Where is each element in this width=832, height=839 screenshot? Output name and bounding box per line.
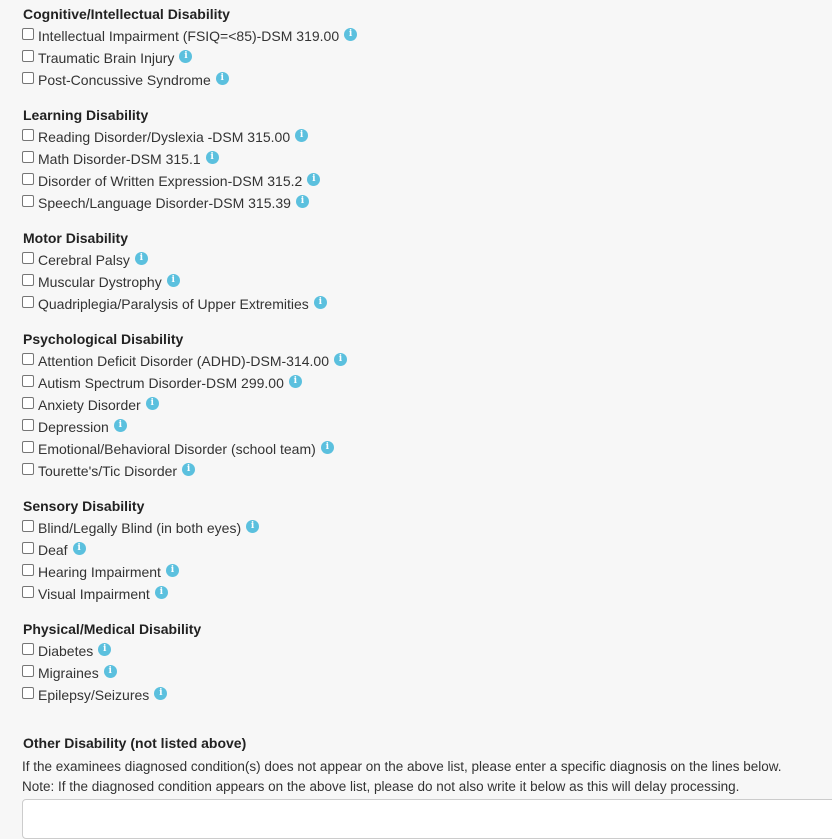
info-circle-icon[interactable]: i [295, 129, 308, 142]
checkbox-option[interactable] [22, 126, 320, 148]
option-label: Diabetes [38, 643, 94, 659]
checkbox-option[interactable] [22, 293, 327, 315]
info-circle-icon[interactable]: i [135, 252, 148, 265]
checkbox-option[interactable] [22, 684, 201, 706]
checkbox-option[interactable] [22, 539, 259, 561]
section-title: Cognitive/Intellectual Disability [23, 6, 230, 22]
info-circle-icon[interactable]: i [321, 441, 334, 454]
checkbox[interactable] [22, 252, 34, 264]
option-label: Epilepsy/Seizures [38, 687, 150, 703]
checkbox-option[interactable] [22, 148, 320, 170]
info-circle-icon[interactable]: i [167, 274, 180, 287]
info-circle-icon[interactable]: i [344, 28, 357, 41]
other-disability-instructions: If the examinees diagnosed condition(s) does not appear on the above list, please enter a specific diagnosis on the lines below. [22, 759, 782, 774]
info-circle-icon[interactable]: i [114, 419, 127, 432]
checkbox[interactable] [22, 353, 34, 365]
checkbox[interactable] [22, 28, 34, 40]
other-disability-section [22, 735, 832, 797]
checkbox-option[interactable] [22, 438, 347, 460]
section-title: Motor Disability [23, 230, 129, 246]
checkbox-option[interactable] [22, 350, 347, 372]
info-circle-icon[interactable]: i [246, 520, 259, 533]
checkbox[interactable] [22, 375, 34, 387]
option-label: Speech/Language Disorder-DSM 315.39 [38, 195, 291, 211]
checkbox-option[interactable] [22, 583, 259, 605]
checkbox[interactable] [22, 463, 34, 475]
section-physical-medical-disability [22, 619, 201, 706]
info-circle-icon[interactable]: i [166, 564, 179, 577]
option-label: Blind/Legally Blind (in both eyes) [38, 520, 242, 536]
checkbox[interactable] [22, 195, 34, 207]
option-label: Disorder of Written Expression-DSM 315.2 [38, 173, 303, 189]
checkbox[interactable] [22, 542, 34, 554]
info-circle-icon[interactable]: i [104, 665, 117, 678]
option-label: Post-Concussive Syndrome [38, 72, 211, 88]
checkbox[interactable] [22, 665, 34, 677]
option-label: Tourette's/Tic Disorder [38, 463, 178, 479]
section-learning-disability [22, 105, 320, 214]
info-circle-icon[interactable]: i [155, 586, 168, 599]
checkbox-option[interactable] [22, 640, 201, 662]
checkbox[interactable] [22, 564, 34, 576]
option-label: Muscular Dystrophy [38, 274, 162, 290]
checkbox-option[interactable] [22, 394, 347, 416]
info-circle-icon[interactable]: i [216, 72, 229, 85]
checkbox-option[interactable] [22, 460, 347, 482]
checkbox[interactable] [22, 151, 34, 163]
checkbox[interactable] [22, 72, 34, 84]
info-circle-icon[interactable]: i [154, 687, 167, 700]
option-label: Migraines [38, 665, 99, 681]
option-label: Traumatic Brain Injury [38, 50, 175, 66]
option-label: Reading Disorder/Dyslexia -DSM 315.00 [38, 129, 291, 145]
checkbox-option[interactable] [22, 561, 259, 583]
option-label: Anxiety Disorder [38, 397, 141, 413]
section-title: Psychological Disability [23, 331, 184, 347]
option-label: Deaf [38, 542, 68, 558]
checkbox[interactable] [22, 643, 34, 655]
option-label: Depression [38, 419, 109, 435]
option-label: Hearing Impairment [38, 564, 161, 580]
checkbox[interactable] [22, 50, 34, 62]
info-circle-icon[interactable]: i [334, 353, 347, 366]
checkbox-option[interactable] [22, 25, 357, 47]
checkbox-option[interactable] [22, 517, 259, 539]
info-circle-icon[interactable]: i [206, 151, 219, 164]
checkbox-option[interactable] [22, 249, 327, 271]
info-circle-icon[interactable]: i [289, 375, 302, 388]
option-label: Math Disorder-DSM 315.1 [38, 151, 201, 167]
section-title: Learning Disability [23, 107, 149, 123]
checkbox-option[interactable] [22, 170, 320, 192]
section-psychological-disability [22, 329, 347, 482]
checkbox[interactable] [22, 296, 34, 308]
other-disability-textarea[interactable] [22, 799, 832, 839]
checkbox[interactable] [22, 129, 34, 141]
section-cognitive-intellectual-disability [22, 4, 357, 91]
info-circle-icon[interactable]: i [307, 173, 320, 186]
section-title: Sensory Disability [23, 498, 145, 514]
info-circle-icon[interactable]: i [314, 296, 327, 309]
checkbox[interactable] [22, 397, 34, 409]
checkbox-option[interactable] [22, 662, 201, 684]
checkbox[interactable] [22, 441, 34, 453]
other-disability-title: Other Disability (not listed above) [23, 735, 247, 751]
checkbox[interactable] [22, 586, 34, 598]
info-circle-icon[interactable]: i [179, 50, 192, 63]
option-label: Autism Spectrum Disorder-DSM 299.00 [38, 375, 284, 391]
info-circle-icon[interactable]: i [182, 463, 195, 476]
option-label: Intellectual Impairment (FSIQ=<85)-DSM 319.00 [38, 28, 340, 44]
section-sensory-disability [22, 496, 259, 605]
checkbox[interactable] [22, 173, 34, 185]
info-circle-icon[interactable]: i [296, 195, 309, 208]
section-title: Physical/Medical Disability [23, 621, 202, 637]
checkbox-option[interactable] [22, 416, 347, 438]
checkbox-option[interactable] [22, 192, 320, 214]
info-circle-icon[interactable]: i [146, 397, 159, 410]
option-label: Quadriplegia/Paralysis of Upper Extremities [38, 296, 309, 312]
option-label: Emotional/Behavioral Disorder (school team) [38, 441, 316, 457]
info-circle-icon[interactable]: i [73, 542, 86, 555]
other-disability-note: Note: If the diagnosed condition appears on the above list, please do not also write it below as this will delay processing. [22, 779, 740, 794]
checkbox[interactable] [22, 687, 34, 699]
checkbox-option[interactable] [22, 69, 357, 91]
checkbox[interactable] [22, 274, 34, 286]
checkbox-option[interactable] [22, 271, 327, 293]
checkbox-option[interactable] [22, 47, 357, 69]
option-label: Cerebral Palsy [38, 252, 130, 268]
info-circle-icon[interactable]: i [98, 643, 111, 656]
option-label: Visual Impairment [38, 586, 150, 602]
option-label: Attention Deficit Disorder (ADHD)-DSM-314.00 [38, 353, 329, 369]
checkbox-option[interactable] [22, 372, 347, 394]
checkbox[interactable] [22, 520, 34, 532]
checkbox[interactable] [22, 419, 34, 431]
section-motor-disability [22, 228, 327, 315]
